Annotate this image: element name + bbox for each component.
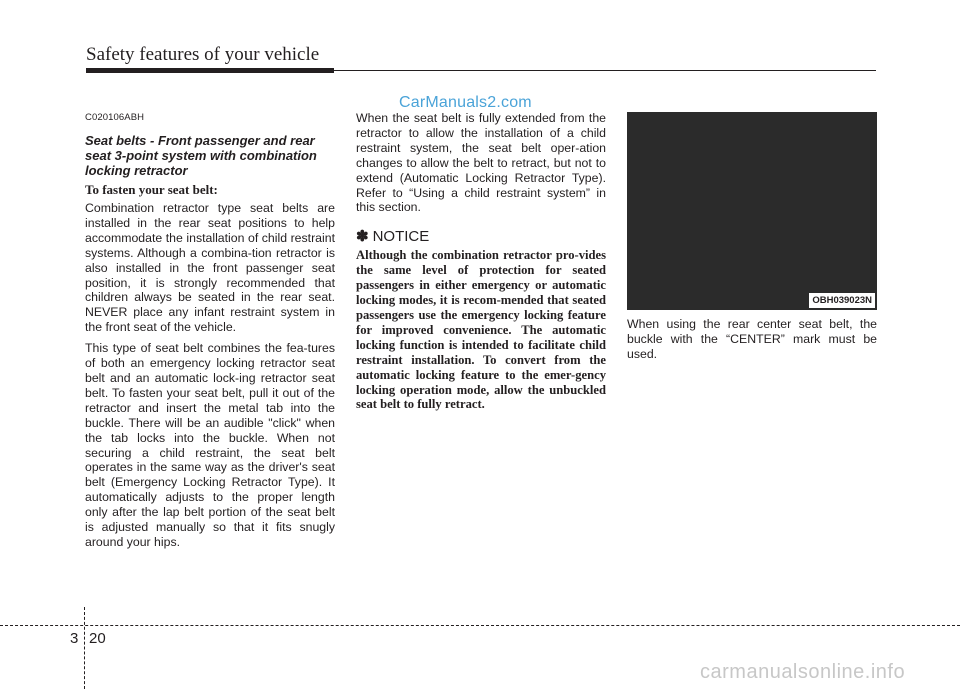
- paragraph: When the seat belt is fully extended from the retractor to allow the installation of a child restraint system, the seat belt oper-ation changes to allow the belt to retract, but not to extend (Automatic Locking Retractor Type). Refer to “Using a child restraint system” in this section.: [356, 111, 606, 215]
- paragraph: When using the rear center seat belt, the buckle with the “CENTER” mark must be used.: [627, 317, 877, 361]
- paragraph: This type of seat belt combines the fea-tures of both an emergency locking retractor seat belt and an automatic lock-ing retractor seat belt. To fasten your seat belt, pull it out of the retractor and insert the metal tab into the buckle. There will be an audible "click" when the tab locks into the buckle. When not securing a child restraint, the seat belt operates in the same way as the driver's seat belt (Emergency Locking Retractor Type). It automatically adjusts to the proper length only after the lap belt portion of the seat belt is adjusted manually so that it fits snugly around your hips.: [85, 341, 335, 549]
- footer-dashed-rule: [0, 625, 960, 626]
- figure-code: OBH039023N: [809, 293, 875, 308]
- section-code: C020106ABH: [85, 112, 145, 123]
- notice-text: Although the combination retractor pro-vides the same level of protection for seated passengers in either emergency or automatic locking modes, it is recom-mended that seated passengers use the emergency locking feature for improved convenience. The automatic locking function is intended to facilitate child restraint installation. To convert from the automatic locking feature to the emer-gency locking operation mode, allow the unbuckled seat belt to fully retract.: [356, 248, 606, 412]
- section-number: 3: [70, 630, 79, 647]
- column-3: [627, 112, 877, 362]
- paragraph: Combination retractor type seat belts are installed in the rear seat positions to help accommodate the installation of child restraint systems. Although a combina-tion retractor is also installed in the front passenger seat position, it is strongly recommended that children always be seated in the rear seat. NEVER place any infant restraint system in the front seat of the vehicle.: [85, 201, 335, 335]
- header-rule-thin: [334, 70, 876, 71]
- asterisk-icon: ✽: [356, 228, 369, 246]
- footer-vertical-rule: [84, 607, 85, 689]
- header-rule-thick: [86, 68, 334, 73]
- watermark-bottom: carmanualsonline.info: [700, 661, 906, 683]
- page-header-title: Safety features of your vehicle: [86, 44, 320, 65]
- column-1: [85, 108, 335, 550]
- page-number: 20: [89, 630, 106, 647]
- figure-image: [627, 112, 877, 310]
- sub-title: To fasten your seat belt:: [85, 182, 218, 197]
- notice-label: NOTICE: [372, 227, 430, 245]
- watermark-top: CarManuals2.com: [399, 94, 532, 111]
- column-2: [356, 111, 606, 412]
- notice-heading: [356, 227, 606, 245]
- section-title: Seat belts - Front passenger and rear seat 3-point system with combination locking retractor: [85, 133, 317, 178]
